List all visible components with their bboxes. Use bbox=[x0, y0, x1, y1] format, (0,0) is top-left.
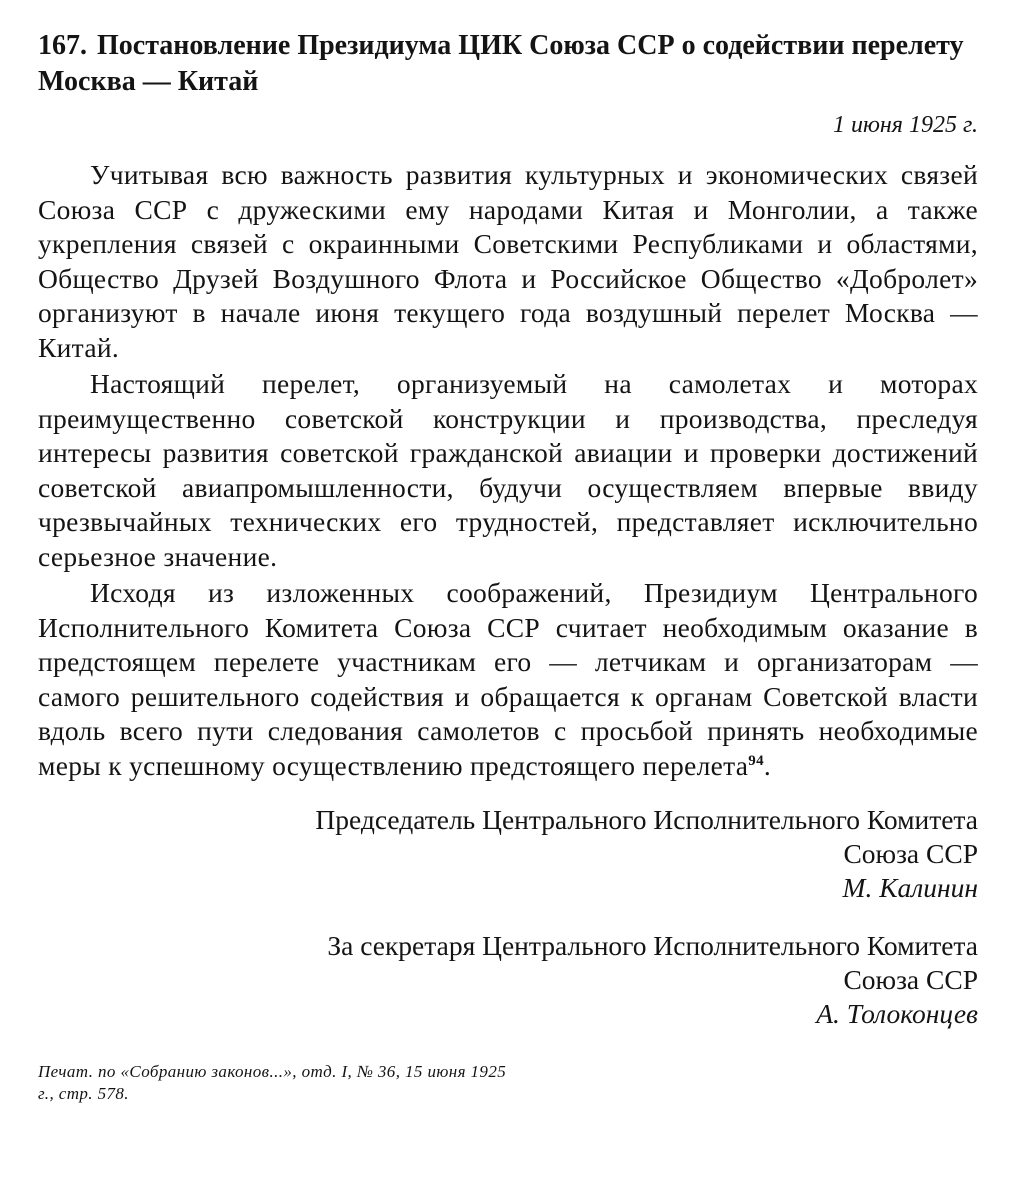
signature-position: За секретаря Центрального Исполнительного Комитета bbox=[327, 930, 978, 961]
paragraph-1: Учитывая всю важность развития культурных и экономических связей Союза ССР с дружескими ему народами Китая и Монголии, а также укрепления связей с окраинными Советскими Республиками и областями, Общество Друзей Воздушного Флота и Российское Общество «Добролет» организуют в начале июня текущего года воздушный перелет Москва — Китай. bbox=[38, 159, 978, 363]
document-page bbox=[38, 28, 978, 1105]
document-date: 1 июня 1925 г. bbox=[832, 112, 978, 138]
paragraph-2: Настоящий перелет, организуемый на самолетах и моторах преимущественно советской конструкции и производства, преследуя интересы развития советской гражданской авиации и проверки достижений советской авиапромышленности, будучи осуществляем впервые ввиду чрезвычайных технических его трудностей, представляет исключительно серьезное значение. bbox=[38, 368, 978, 572]
signature-position-cont: Союза ССР bbox=[843, 964, 978, 995]
document-title: Постановление Президиума ЦИК Союза ССР о содействии перелету Москва — Китай bbox=[38, 30, 964, 97]
signature-position-cont: Союза ССР bbox=[843, 838, 978, 869]
signature-name: М. Калинин bbox=[842, 872, 978, 903]
paragraph-3-end: . bbox=[763, 749, 772, 781]
footnote-marker: 94 bbox=[748, 752, 764, 769]
signature-name: А. Толоконцев bbox=[816, 998, 978, 1029]
source-note: Печат. по «Собранию законов...», отд. I, № 36, 15 июня 1925 г., стр. 578. bbox=[38, 1062, 507, 1103]
signature-block-chairman bbox=[38, 803, 978, 905]
document-number: 167. bbox=[38, 30, 87, 61]
document-heading bbox=[38, 28, 978, 100]
signature-block-secretary bbox=[38, 929, 978, 1031]
paragraph-3 bbox=[38, 576, 978, 783]
paragraph-3-text: Исходя из изложенных соображений, Президиум Центрального Исполнительного Комитета Союза ССР считает необходимым оказание в предстоящем перелете участникам его — летчикам и организаторам — самого решительного содействия и обращается к органам Советской власти вдоль всего пути следования самолетов с просьбой принять необходимые меры к успешному осуществлению предстоящего перелета bbox=[38, 577, 978, 781]
signature-position: Председатель Центрального Исполнительного Комитета bbox=[315, 804, 978, 835]
